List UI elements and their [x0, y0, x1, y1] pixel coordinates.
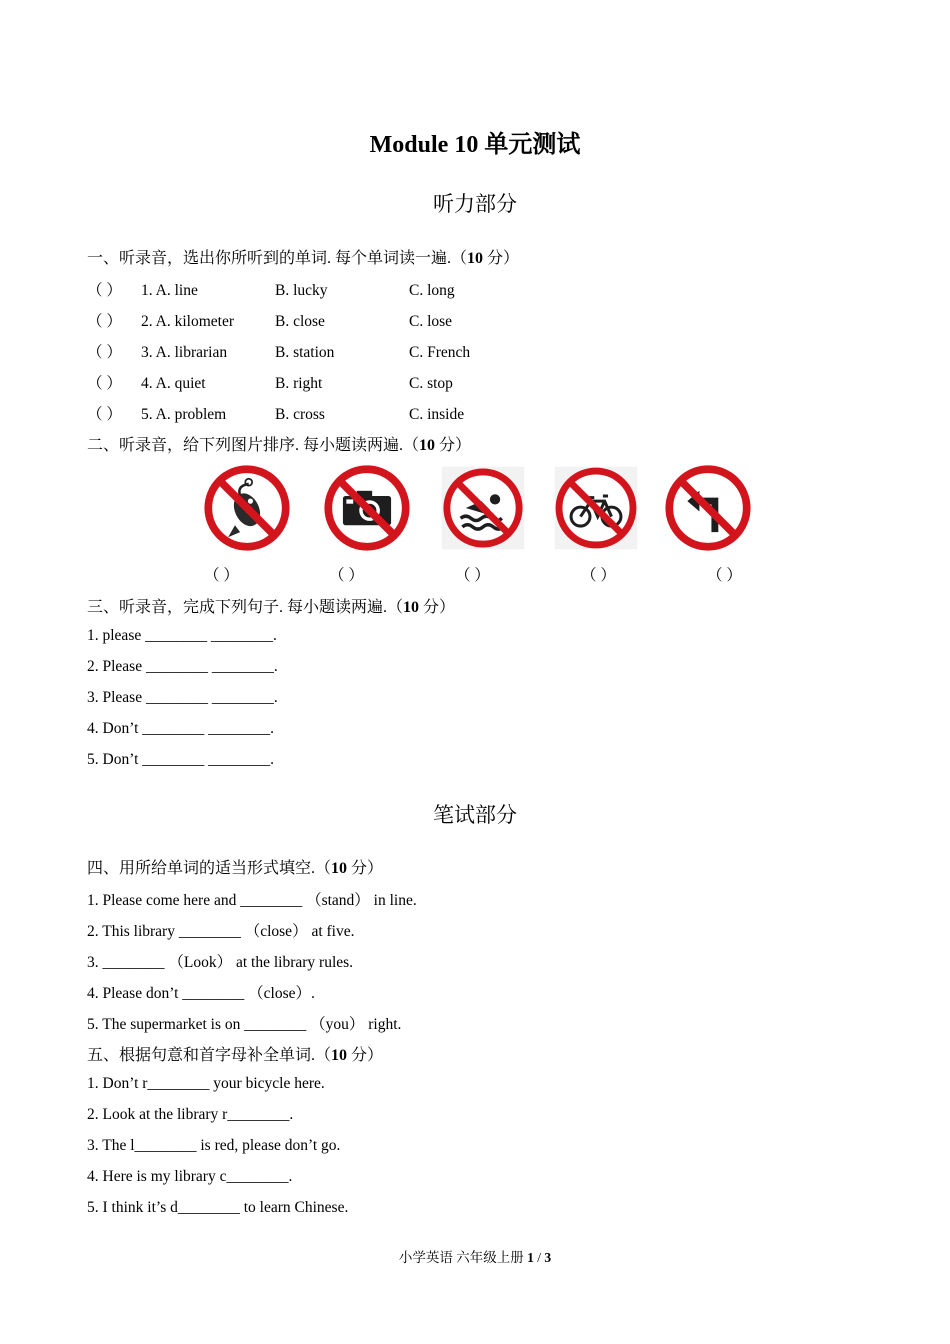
answer-paren[interactable]: （ ） [87, 375, 122, 392]
sign-order-slot[interactable]: （ ） [329, 567, 364, 584]
part1-heading: 一、听录音，选出你所听到的单词. 每个单词读一遍.（10 分） [87, 250, 520, 267]
no-camera-sign-icon [324, 465, 410, 551]
part3-item[interactable]: 5. Don’t ________ ________. [87, 751, 275, 768]
page-footer: 小学英语 六年级上册 1 / 3 [398, 1250, 552, 1265]
page-number: 1 [527, 1250, 534, 1265]
answer-paren[interactable]: （ ） [87, 313, 122, 330]
part3-item[interactable]: 2. Please ________ ________. [87, 658, 278, 675]
part3-item[interactable]: 3. Please ________ ________. [87, 689, 278, 706]
no-cycling-sign-icon [553, 465, 639, 551]
part3-item[interactable]: 4. Don’t ________ ________. [87, 720, 275, 737]
part2-heading: 二、听录音，给下列图片排序. 每小题读两遍.（10 分） [87, 437, 472, 454]
part1-item: （ ） 2. A. kilometer B. close C. lose [87, 309, 452, 331]
no-fishing-sign-icon [204, 465, 290, 551]
sign-order-slot[interactable]: （ ） [581, 567, 616, 584]
part5-item[interactable]: 3. The l________ is red, please don’t go. [87, 1137, 341, 1154]
sign-order-slot[interactable]: （ ） [204, 567, 239, 584]
part4-heading: 四、用所给单词的适当形式填空.（10 分） [87, 860, 384, 877]
part4-item[interactable]: 2. This library ________ （close） at five. [87, 923, 355, 940]
part5-heading: 五、根据句意和首字母补全单词.（10 分） [87, 1047, 384, 1064]
part1-item: （ ） 5. A. problem B. cross C. inside [87, 402, 464, 424]
answer-paren[interactable]: （ ） [87, 406, 122, 423]
part4-item[interactable]: 4. Please don’t ________ （close）. [87, 985, 315, 1002]
part1-item: （ ） 1. A. line B. lucky C. long [87, 278, 455, 300]
part5-item[interactable]: 1. Don’t r________ your bicycle here. [87, 1075, 325, 1092]
listening-section-title: 听力部分 [433, 192, 517, 216]
part5-item[interactable]: 5. I think it’s d________ to learn Chinese. [87, 1199, 349, 1216]
part3-heading: 三、听录音，完成下列句子. 每小题读两遍.（10 分） [87, 599, 456, 616]
part4-item[interactable]: 3. ________ （Look） at the library rules. [87, 954, 354, 971]
part5-item[interactable]: 2. Look at the library r________. [87, 1106, 294, 1123]
part5-item[interactable]: 4. Here is my library c________. [87, 1168, 293, 1185]
writing-section-title: 笔试部分 [433, 803, 517, 827]
answer-paren[interactable]: （ ） [87, 282, 122, 299]
part1-item: （ ） 3. A. librarian B. station C. French [87, 340, 470, 362]
page-total: 3 [544, 1250, 552, 1265]
sign-order-slot[interactable]: （ ） [707, 567, 742, 584]
part1-item: （ ） 4. A. quiet B. right C. stop [87, 371, 453, 393]
part4-item[interactable]: 1. Please come here and ________ （stand） in line. [87, 892, 417, 909]
page-title: Module 10 单元测试 [369, 132, 581, 158]
sign-order-slot[interactable]: （ ） [455, 567, 490, 584]
no-swimming-sign-icon [440, 465, 526, 551]
no-left-turn-sign-icon [665, 465, 751, 551]
answer-paren[interactable]: （ ） [87, 344, 122, 361]
part4-item[interactable]: 5. The supermarket is on ________ （you） right. [87, 1016, 402, 1033]
part3-item[interactable]: 1. please ________ ________. [87, 627, 277, 644]
